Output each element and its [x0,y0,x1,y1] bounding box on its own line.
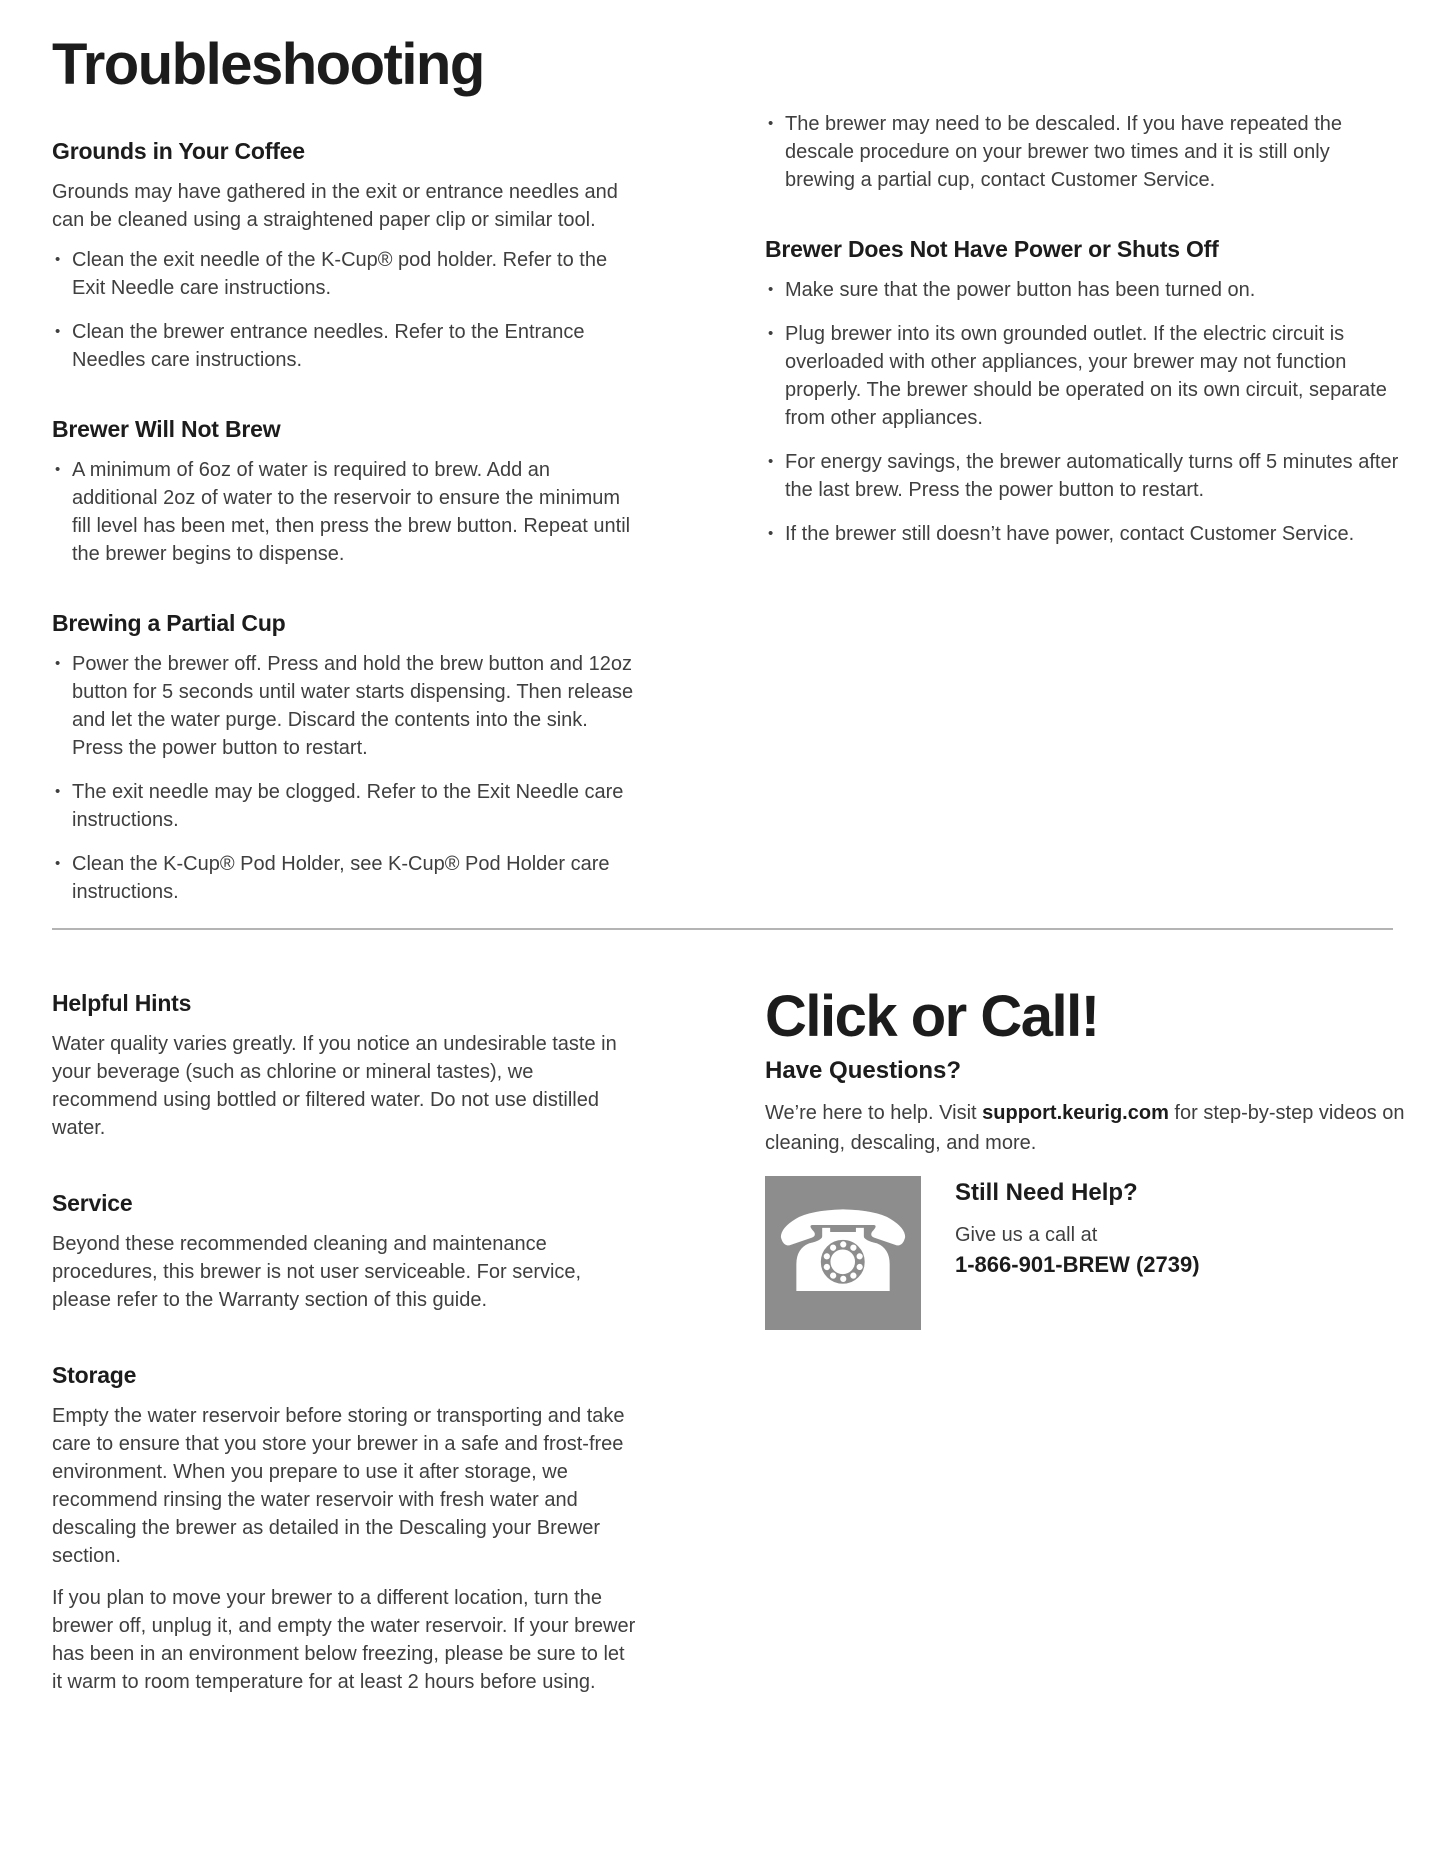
click-or-call-column [765,986,1410,1330]
bullet-item: • Plug brewer into its own grounded outlet. If the electric circuit is overloaded with other appliances, your brewer may not function properly. The brewer should be operated on its own circuit, separate from other appliances. [765,320,1400,432]
body-paragraph: Empty the water reservoir before storing or transporting and take care to ensure that you store your brewer in a safe and frost-free environment. When you prepare to use it after storage, we recommend rinsing the water reservoir with fresh water and descaling the brewer as detailed in the Descaling your Brewer section. [52,1405,625,1567]
phone-number: 1-866-901-BREW (2739) [955,1252,1200,1277]
phone-icon-box [765,1176,921,1330]
bullet-item: • The brewer may need to be descaled. If you have repeated the descale procedure on your brewer two times and it is still only brewing a partial cup, contact Customer Service. [765,110,1400,194]
phone-text-block [955,1176,1200,1330]
support-link: support.keurig.com [982,1102,1169,1124]
have-questions-heading: Have Questions? [765,1057,962,1084]
bullet-list [52,456,637,568]
bullet-item: • Make sure that the power button has been turned on. [765,276,1400,304]
section-grounds-in-your-coffee [52,136,637,374]
section-heading: Helpful Hints [52,990,192,1016]
bullet-item: • For energy savings, the brewer automatically turns off 5 minutes after the last brew. Press the power button to restart. [765,448,1400,504]
troubleshooting-left-column [52,34,637,906]
section-brewer-does-not-have-power [765,234,1400,548]
bullet-item: • If the brewer still doesn’t have power, contact Customer Service. [765,520,1400,548]
section-heading: Brewing a Partial Cup [52,610,286,636]
section-heading: Brewer Will Not Brew [52,416,281,442]
section-brewing-a-partial-cup [52,608,637,906]
bullet-item: • Clean the exit needle of the K-Cup® pod holder. Refer to the Exit Needle care instructions. [52,246,637,302]
hints-service-storage-column [52,988,640,1696]
bullet-list [52,650,637,906]
section-service [52,1188,640,1314]
bullet-list [52,246,637,374]
page-title: Troubleshooting [52,32,484,97]
call-text: Give us a call at [955,1224,1098,1246]
section-heading: Brewer Does Not Have Power or Shuts Off [765,236,1219,262]
section-heading: Grounds in Your Coffee [52,138,305,164]
telephone-icon: ☎ [773,1188,913,1318]
section-heading: Storage [52,1362,137,1388]
still-need-help-heading: Still Need Help? [955,1179,1138,1206]
body-paragraph: Grounds may have gathered in the exit or entrance needles and can be cleaned using a straightened paper clip or similar tool. [52,181,618,231]
bullet-item: • Clean the brewer entrance needles. Refer to the Entrance Needles care instructions. [52,318,637,374]
section-helpful-hints [52,988,640,1142]
click-or-call-title: Click or Call! [765,984,1099,1049]
bullet-item: • Power the brewer off. Press and hold the brew button and 12oz button for 5 seconds until water starts dispensing. Then release and let the water purge. Discard the contents into the sink. Press the power button to restart. [52,650,637,762]
support-text-prefix: We’re here to help. Visit [765,1102,983,1124]
section-storage [52,1360,640,1696]
body-paragraph: If you plan to move your brewer to a different location, turn the brewer off, unplug it, and empty the water reservoir. If your brewer has been in an environment below freezing, please be sure to let it warm to room temperature for at least 2 hours before using. [52,1587,636,1693]
bullet-list-continued [765,110,1400,194]
bullet-item: • Clean the K-Cup® Pod Holder, see K-Cup® Pod Holder care instructions. [52,850,637,906]
section-divider [52,928,1393,930]
troubleshooting-right-column [765,110,1400,548]
bullet-item: • The exit needle may be clogged. Refer to the Exit Needle care instructions. [52,778,637,834]
bullet-item: • A minimum of 6oz of water is required to brew. Add an additional 2oz of water to the reservoir to ensure the minimum fill level has been met, then press the brew button. Repeat until the brewer begins to dispense. [52,456,637,568]
support-text-suffix: for step-by-step videos on cleaning, descaling, and more. [765,1102,1405,1154]
still-need-help-block [765,1176,1410,1330]
section-brewer-will-not-brew [52,414,637,568]
bullet-list [765,276,1400,548]
support-text [765,1098,1410,1158]
section-heading: Service [52,1190,133,1216]
body-paragraph: Water quality varies greatly. If you notice an undesirable taste in your beverage (such as chlorine or mineral tastes), we recommend using bottled or filtered water. Do not use distilled water. [52,1033,617,1139]
body-paragraph: Beyond these recommended cleaning and maintenance procedures, this brewer is not user serviceable. For service, please refer to the Warranty section of this guide. [52,1233,582,1311]
